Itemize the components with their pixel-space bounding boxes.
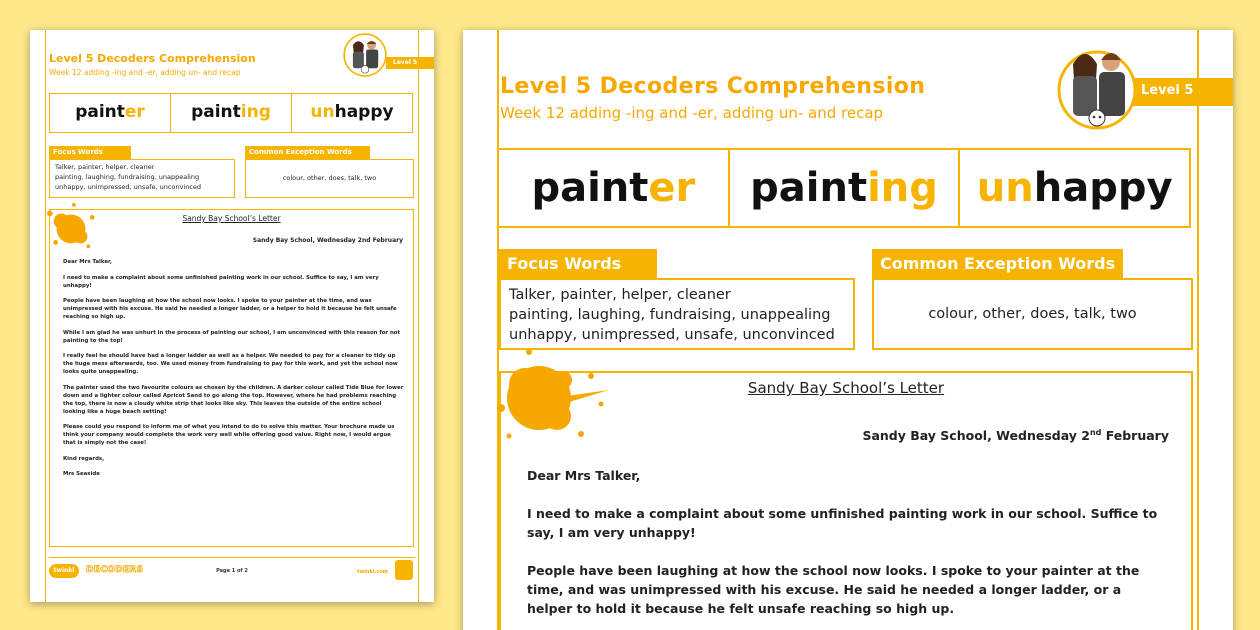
exception-words-label: Common Exception Words — [872, 249, 1123, 279]
letter-title: Sandy Bay School’s Letter — [747, 379, 945, 397]
word-banner — [497, 148, 1191, 228]
level-tab: Level 5 — [386, 57, 434, 69]
letter-paragraph: I need to make a complaint about some unfinished painting work in our school. Suffice to say, I am very unhappy! — [527, 506, 1158, 540]
letter-body — [527, 466, 1169, 630]
letter-paragraph: People have been laughing at how the school now looks. I spoke to your painter at the time, and was unimpressed with his excuse. He said he needed a longer ladder, or a helper to hold it because he felt unsafe reaching so high up. — [63, 298, 397, 320]
word-unhappy: unhappy — [976, 165, 1173, 211]
word-unhappy: unhappy — [310, 102, 394, 122]
word-painter: painter — [499, 150, 730, 226]
letter-title: Sandy Bay School’s Letter — [182, 214, 281, 223]
letter-paragraph: I really feel he should have had a longer ladder as well as a helper. We needed to pay for a cleaner to tidy up the huge mess afterwards, too. We used money from fundraising to pay for this work, and yet the school now looks quite unappealing. — [63, 353, 398, 375]
letter-box — [49, 209, 414, 547]
letter-date: Sandy Bay School, Wednesday 2nd February — [252, 237, 403, 244]
letter-paragraph: Please could you respond to inform me of what you intend to do to solve this matter. Your brochure made us think your company would complete the work very well while offering good value. Right now, I would argue that is simply not the case! — [63, 424, 395, 446]
twinkl-logo: twinkl — [49, 564, 79, 578]
zoomed-page — [463, 30, 1233, 630]
worksheet-title: Level 5 Decoders Comprehension — [49, 52, 256, 65]
word-painting: painting — [171, 94, 292, 132]
characters-illustration-icon — [1057, 38, 1137, 130]
word-painting: painting — [730, 150, 961, 226]
paint-splat-icon — [489, 346, 629, 446]
thumbnail-page — [30, 30, 434, 602]
letter-paragraph: People have been laughing at how the school now looks. I spoke to your painter at the time, and was unimpressed with his excuse. He said he needed a longer ladder, or a helper to hold it because he felt unsafe reaching so high up. — [527, 563, 1140, 616]
letter-paragraph: The painter used the two favourite colours as chosen by the children. A darker colour called Tide Blue for lower down and a lighter colour called Apricot Sand to go along the top. However, where he had problems reaching the top, there is now a cloudy white strip that looks like sky. This leaves the outside of the entire school looking like a huge beach setting! — [63, 384, 404, 415]
footer-divider — [49, 557, 415, 558]
page-number: Page 1 of 2 — [216, 568, 248, 574]
decoders-logo: DECODERS — [86, 565, 144, 575]
focus-words-label: Focus Words — [499, 249, 657, 279]
characters-illustration-icon — [343, 33, 387, 77]
exception-words-box: colour, other, does, talk, two — [872, 278, 1193, 350]
letter-signature: Mrs Seaside — [63, 471, 100, 477]
focus-words-box: Talker, painter, helper, cleaner painting, laughing, fundraising, unappealing unhappy, unimpressed, unsafe, unconvinced — [49, 159, 235, 198]
worksheet-title: Level 5 Decoders Comprehension — [500, 74, 926, 99]
focus-words-box: Talker, painter, helper, cleaner painting, laughing, fundraising, unappealing unhappy, unimpressed, unsafe, unconvinced — [499, 278, 855, 350]
site-url: twinkl.com — [357, 569, 388, 575]
letter-greeting: Dear Mrs Talker, — [527, 468, 641, 483]
focus-words-label: Focus Words — [49, 146, 131, 159]
letter-body — [63, 258, 405, 486]
word-banner — [49, 93, 413, 133]
quality-badge-icon — [395, 560, 413, 580]
word-painter: painter — [50, 94, 171, 132]
letter-closing: Kind regards, — [63, 455, 105, 462]
worksheet-subtitle: Week 12 adding -ing and -er, adding un- and recap — [500, 104, 884, 122]
letter-greeting: Dear Mrs Talker, — [63, 259, 112, 265]
exception-words-label: Common Exception Words — [245, 146, 370, 159]
exception-words-box: colour, other, does, talk, two — [245, 159, 414, 198]
letter-paragraph: While I am glad he was unhurt in the process of painting our school, I am unconvinced with this reason for not painting to the top! — [63, 329, 401, 344]
worksheet-subtitle: Week 12 adding -ing and -er, adding un- and recap — [49, 68, 241, 77]
letter-paragraph: I need to make a complaint about some unfinished painting work in our school. Suffice to say, I am very unhappy! — [63, 274, 379, 289]
letter-date: Sandy Bay School, Wednesday 2nd February — [862, 428, 1169, 444]
level-tab: Level 5 — [1091, 78, 1233, 106]
paint-splat-icon — [42, 200, 100, 254]
